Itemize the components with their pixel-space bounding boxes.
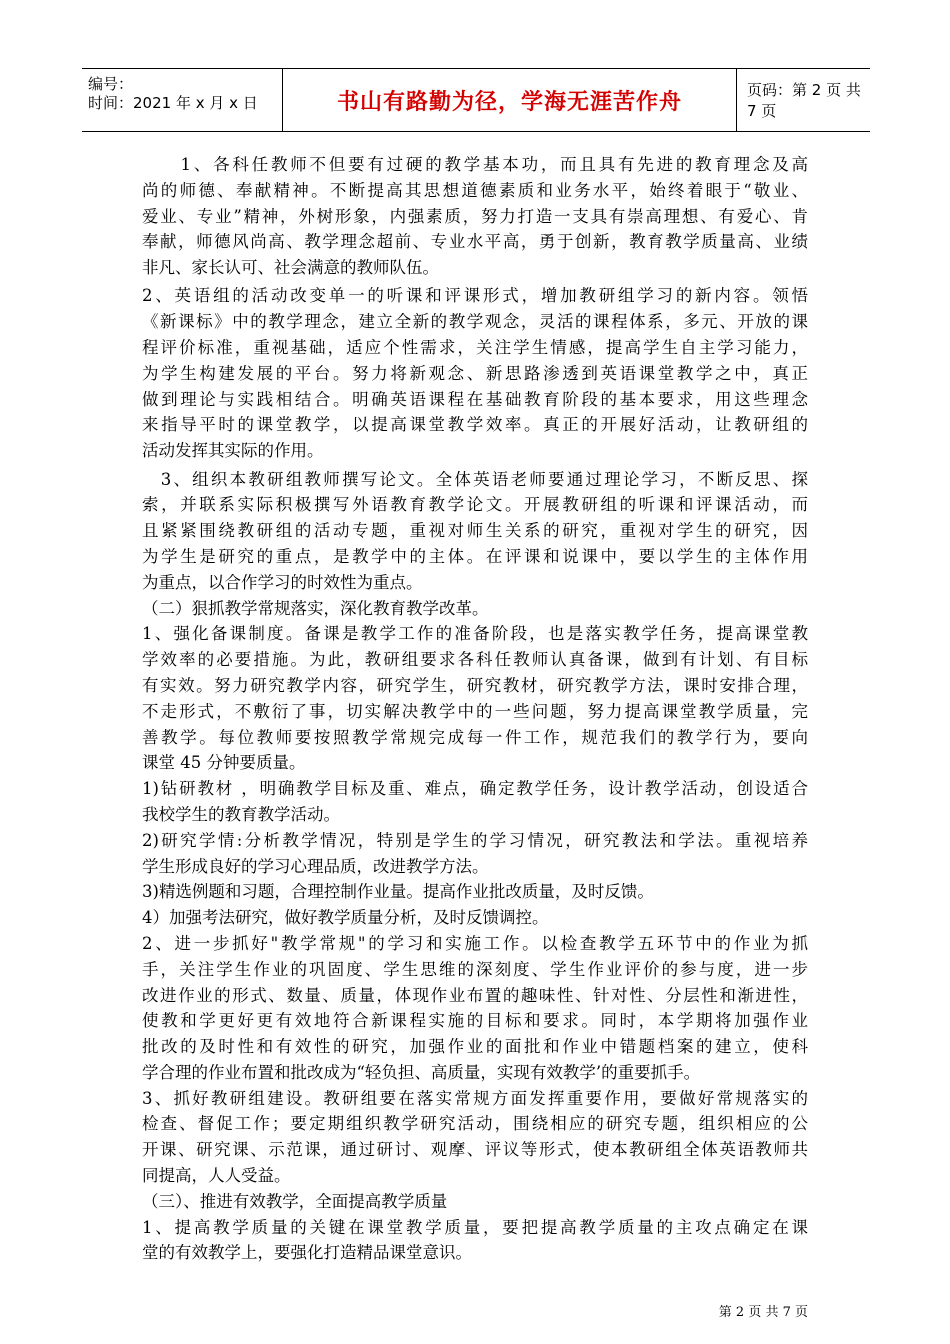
document-body [142, 152, 808, 1266]
footer-page-number: 第 2 页 共 7 页 [718, 1305, 808, 1320]
page-header [82, 68, 870, 132]
text-line: 爱业、专业”精神，外树形象，内强素质，努力打造一支具有崇高理想、有爱心、肯 [142, 206, 808, 226]
text-line: 我校学生的教育教学活动。 [142, 804, 340, 824]
text-line: 活动发挥其实际的作用。 [142, 441, 324, 461]
text-line: 4）加强考法研究，做好教学质量分析，及时反馈调控。 [142, 908, 549, 928]
text-line: 来指导平时的课堂教学，以提高课堂教学效率。真正的开展好活动，让教研组的 [142, 415, 808, 435]
text-line: 使教和学更好更有效地符合新课程实施的目标和要求。同时，本学期将加强作业 [142, 1011, 808, 1031]
header-motto: 书山有路勤为径，学海无涯苦作舟 [283, 69, 737, 131]
text-line: 课堂 45 分钟要质量。 [142, 753, 306, 773]
text-line: 检查、督促工作；要定期组织教学研究活动，围绕相应的研究专题，组织相应的公 [142, 1114, 808, 1134]
text-line: 改进作业的形式、数量、质量，体现作业布置的趣味性、针对性、分层性和渐进性， [142, 985, 808, 1005]
text-line: 开课、研究课、示范课，通过研讨、观摩、评议等形式，使本教研组全体英语教师共 [142, 1140, 808, 1160]
text-line: 1、提高教学质量的关键在课堂教学质量，要把提高教学质量的主攻点确定在课 [142, 1217, 808, 1237]
text-line: 《新课标》中的教学理念，建立全新的教学观念，灵活的课程体系，多元、开放的课 [142, 312, 808, 332]
text-line: 2、英语组的活动改变单一的听课和评课形式，增加教研组学习的新内容。领悟 [142, 286, 808, 306]
text-line: （三）、推进有效教学，全面提高教学质量 [142, 1191, 448, 1211]
text-line: 善教学。每位教师要按照教学常规完成每一件工作，规范我们的教学行为，要向 [142, 727, 808, 747]
text-line: 非凡、家长认可、社会满意的教师队伍。 [142, 258, 439, 278]
text-line: 且紧紧围绕教研组的活动专题，重视对师生关系的研究，重视对学生的研究，因 [142, 521, 808, 541]
text-line: 1、强化备课制度。备课是教学工作的准备阶段，也是落实教学任务，提高课堂教 [142, 624, 808, 644]
header-meta [82, 69, 283, 131]
text-line: 学合理的作业布置和批改成为“轻负担、高质量，实现有效教学’的重要抓手。 [142, 1062, 701, 1082]
text-line: 学效率的必要措施。为此，教研组要求各科任教师认真备课，做到有计划、有目标 [142, 650, 808, 670]
text-line: 为重点，以合作学习的时效性为重点。 [142, 572, 423, 592]
text-line: 1、各科任教师不但要有过硬的教学基本功，而且具有先进的教育理念及高 [142, 155, 808, 174]
document-date-label: 时间：2021 年 x 月 x 日 [88, 94, 258, 112]
text-line: 程评价标准，重视基础，适应个性需求，关注学生情感，提高学生自主学习能力， [142, 338, 808, 358]
text-line: 索，并联系实际积极撰写外语教育教学论文。开展教研组的听课和评课活动，而 [142, 495, 808, 515]
text-line: 为学生是研究的重点，是教学中的主体。在评课和说课中，要以学生的主体作用 [142, 546, 808, 566]
text-line: 2、进一步抓好"教学常规"的学习和实施工作。以检查教学五环节中的作业为抓 [142, 933, 808, 953]
header-page-number: 页码：第 2 页 共 7 页 [747, 81, 861, 120]
text-line: 1)钻研教材 ，明确教学目标及重、难点，确定教学任务，设计教学活动，创设适合 [142, 779, 808, 799]
text-line: 3、抓好教研组建设。教研组要在落实常规方面发挥重要作用，要做好常规落实的 [142, 1088, 808, 1108]
text-line: 批改的及时性和有效性的研究，加强作业的面批和作业中错题档案的建立，使科 [142, 1037, 808, 1057]
text-line: 手，关注学生作业的巩固度、学生思维的深刻度、学生作业评价的参与度，进一步 [142, 959, 808, 979]
text-line: 不走形式，不敷衍了事，切实解决教学中的一些问题，努力提高课堂教学质量，完 [142, 701, 808, 721]
text-line: 3)精选例题和习题，合理控制作业量。提高作业批改质量，及时反馈。 [142, 882, 654, 902]
document-number-label: 编号： [88, 75, 134, 93]
text-line: 奉献，师德风尚高、教学理念超前、专业水平高，勇于创新，教育教学质量高、业绩 [142, 232, 808, 252]
text-line: 尚的师德、奉献精神。不断提高其思想道德素质和业务水平，始终着眼于“敬业、 [142, 180, 808, 200]
text-line: 堂的有效教学上，要强化打造精品课堂意识。 [142, 1243, 472, 1263]
text-line: 2)研究学情:分析教学情况，特别是学生的学习情况，研究教法和学法。重视培养 [142, 830, 808, 850]
text-line: 有实效。努力研究教学内容，研究学生，研究教材，研究教学方法，课时安排合理， [142, 675, 808, 695]
text-line: 同提高，人人受益。 [142, 1166, 291, 1186]
text-line: （二）狠抓教学常规落实，深化教育教学改革。 [142, 598, 489, 618]
text-line: 为学生构建发展的平台。努力将新观念、新思路渗透到英语课堂教学之中，真正 [142, 363, 808, 383]
text-line: 做到理论与实践相结合。明确英语课程在基础教育阶段的基本要求，用这些理念 [142, 389, 808, 409]
text-line: 3、组织本教研组教师撰写论文。全体英语老师要通过理论学习，不断反思、探 [142, 469, 808, 489]
text-line: 学生形成良好的学习心理品质，改进教学方法。 [142, 856, 489, 876]
